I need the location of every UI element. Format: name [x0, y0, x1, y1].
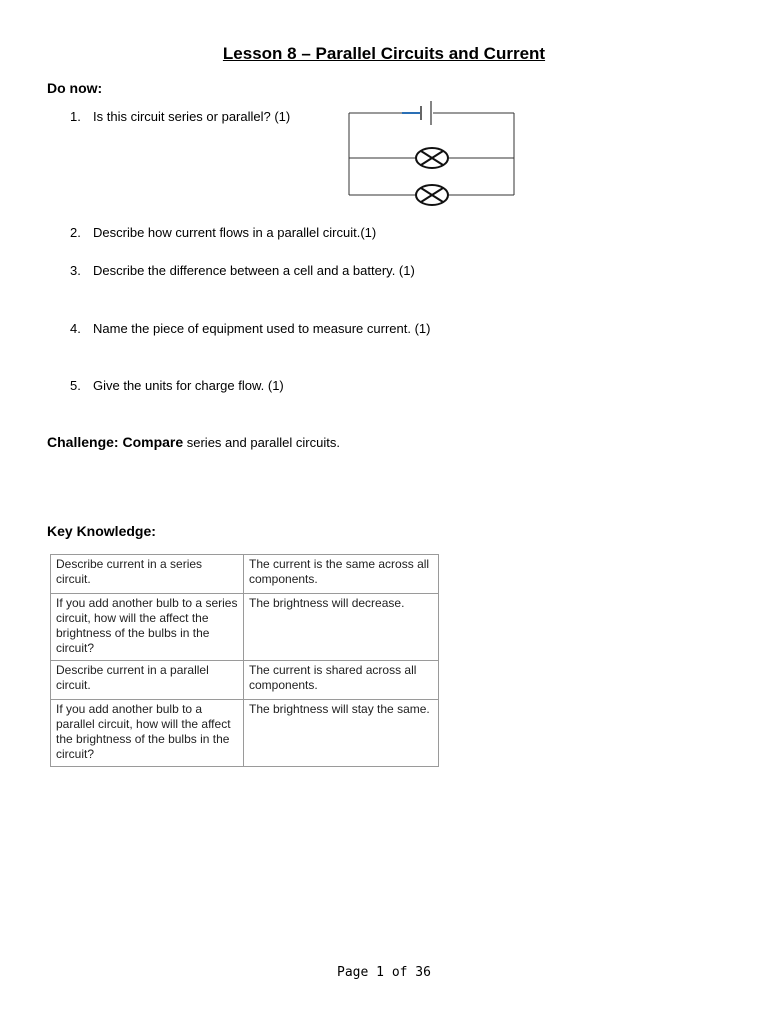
question-number: 3.	[70, 263, 81, 278]
question-number: 1.	[70, 109, 81, 124]
question-text: Name the piece of equipment used to measure current. (1)	[93, 321, 431, 336]
answer-cell: The current is shared across all components.	[244, 661, 439, 700]
answer-cell: The current is the same across all components.	[244, 555, 439, 594]
challenge-label: Challenge: Compare	[47, 434, 184, 450]
key-knowledge-table	[50, 554, 439, 767]
question-4	[70, 321, 430, 336]
question-cell: Describe current in a series circuit.	[51, 555, 244, 594]
question-text: Describe the difference between a cell and a battery. (1)	[93, 263, 415, 278]
question-1	[70, 109, 290, 124]
question-number: 2.	[70, 225, 81, 240]
do-now-heading: Do now:	[47, 80, 103, 96]
question-number: 4.	[70, 321, 81, 336]
answer-cell: The brightness will decrease.	[244, 594, 439, 661]
question-text: Is this circuit series or parallel? (1)	[93, 109, 291, 124]
lamp-icon	[416, 148, 448, 168]
page-number: Page 1 of 36	[337, 965, 431, 980]
question-text: Give the units for charge flow. (1)	[93, 378, 284, 393]
question-2	[70, 225, 376, 240]
table-row	[51, 594, 439, 661]
answer-cell: The brightness will stay the same.	[244, 700, 439, 767]
question-cell: Describe current in a parallel circuit.	[51, 661, 244, 700]
parallel-circuit-diagram	[340, 96, 520, 208]
question-text: Describe how current flows in a parallel circuit.(1)	[93, 225, 377, 240]
question-3	[70, 263, 415, 278]
challenge-task	[47, 434, 340, 450]
cell-icon	[402, 101, 431, 125]
key-knowledge-heading: Key Knowledge:	[47, 523, 156, 539]
table-row	[51, 555, 439, 594]
table-row	[51, 700, 439, 767]
table-row	[51, 661, 439, 700]
challenge-text: series and parallel circuits.	[183, 435, 340, 450]
question-cell: If you add another bulb to a parallel circuit, how will the affect the brightness of the bulbs in the circuit?	[51, 700, 244, 767]
question-5	[70, 378, 284, 393]
page-title: Lesson 8 – Parallel Circuits and Current	[222, 44, 546, 63]
lamp-icon	[416, 185, 448, 205]
question-cell: If you add another bulb to a series circuit, how will the affect the brightness of the bulbs in the circuit?	[51, 594, 244, 661]
question-number: 5.	[70, 378, 81, 393]
